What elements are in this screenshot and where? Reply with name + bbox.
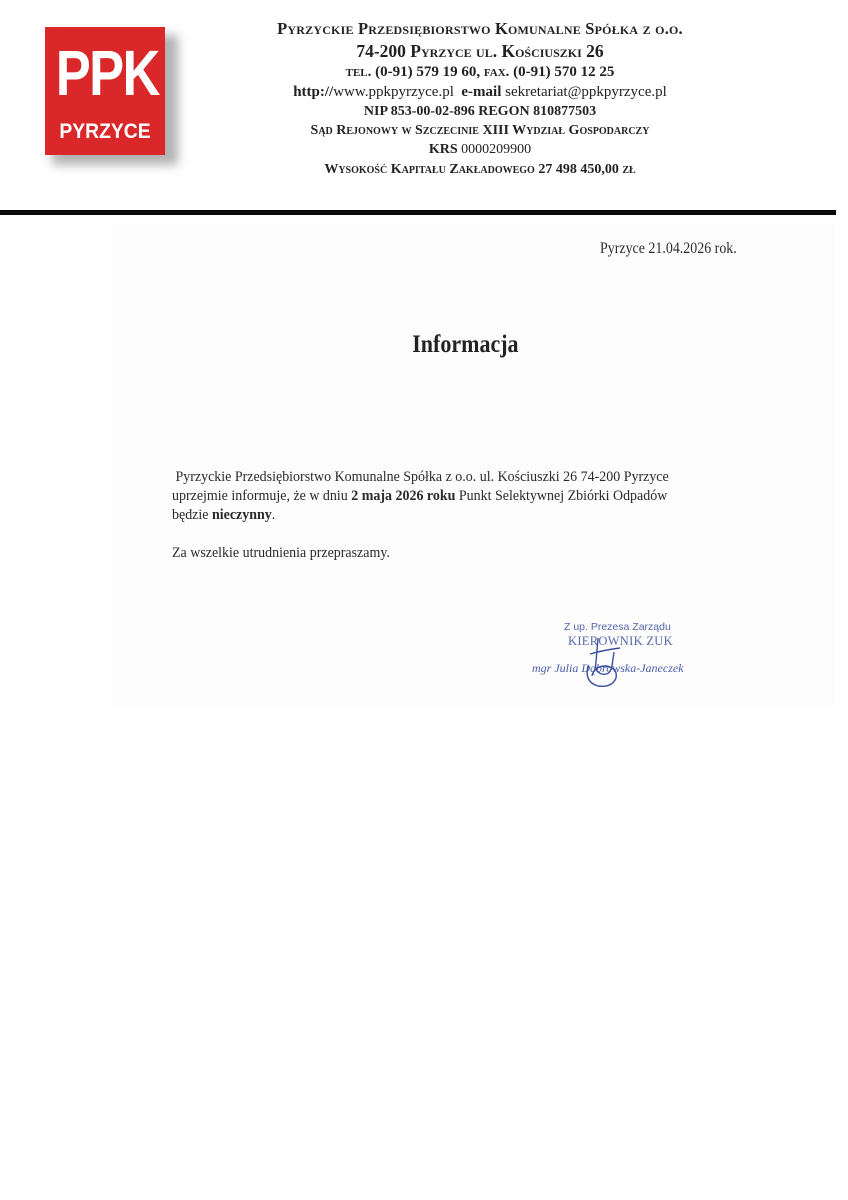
body-line-1-text: Pyrzyckie Przedsiębiorstwo Komunalne Spółka z o.o. ul. Kościuszki 26 74-200 Pyrzyce: [175, 468, 669, 485]
paragraph-gap: [172, 524, 742, 543]
document-title-text: Informacja: [412, 331, 519, 358]
letterhead: [180, 18, 780, 180]
krs-value: 0000209900: [461, 142, 532, 157]
email-link[interactable]: sekretariat@ppkpyrzyce.pl: [505, 84, 667, 100]
scanned-letter-area: [110, 222, 835, 707]
krs-number: [180, 140, 780, 159]
body-line-2-post: Punkt Selektywnej Zbiórki Odpadów: [455, 487, 668, 504]
company-name: Pyrzyckie Przedsiębiorstwo Komunalne Spółka z o.o.: [277, 19, 683, 38]
closure-date: 2 maja 2026 roku: [351, 487, 456, 504]
court-registry: Sąd Rejonowy w Szczecinie XIII Wydział Gospodarczy: [310, 123, 650, 138]
krs-label: KRS: [428, 142, 458, 157]
nip-regon: NIP 853-00-02-896 REGON 810877503: [363, 104, 597, 119]
document-body: [172, 467, 742, 562]
body-line-3-post: .: [271, 506, 276, 523]
signature-position: KIEROWNIK ZUK: [568, 634, 673, 648]
company-logo: [45, 27, 165, 155]
body-line-3-pre: będzie: [172, 506, 212, 523]
web-label: http://: [293, 84, 334, 100]
body-line-2-pre: uprzejmie informuje, że w dniu: [172, 487, 352, 504]
logo-text-pyrzyce: PYRZYCE: [59, 120, 151, 143]
handwritten-signature-icon: [580, 632, 630, 692]
logo-text-ppk: PPK: [55, 37, 159, 109]
closure-status: nieczynny: [211, 506, 272, 523]
company-phones: tel. (0-91) 579 19 60, fax. (0-91) 570 12 25: [345, 64, 615, 80]
company-contact: [180, 82, 780, 102]
signature-name: mgr Julia Dąbrowska-Janeczek: [532, 661, 684, 675]
share-capital: Wysokość Kapitału Zakładowego 27 498 450,00 zł: [324, 162, 636, 177]
body-line-3: [172, 505, 742, 524]
email-label: e-mail: [461, 84, 502, 100]
signature-authority: Z up. Prezesa Zarządu: [564, 621, 671, 633]
website-link[interactable]: www.ppkpyrzyce.pl: [333, 84, 454, 100]
document-date: Pyrzyce 21.04.2026 rok.: [600, 240, 737, 257]
company-address: 74-200 Pyrzyce ul. Kościuszki 26: [356, 41, 604, 61]
body-line-2: [172, 486, 742, 505]
body-line-1: [172, 467, 742, 486]
closing-line: Za wszelkie utrudnienia przepraszamy.: [172, 544, 390, 561]
header-divider: [0, 210, 836, 215]
document-title: [0, 331, 848, 359]
signature-stamp: [532, 618, 720, 698]
